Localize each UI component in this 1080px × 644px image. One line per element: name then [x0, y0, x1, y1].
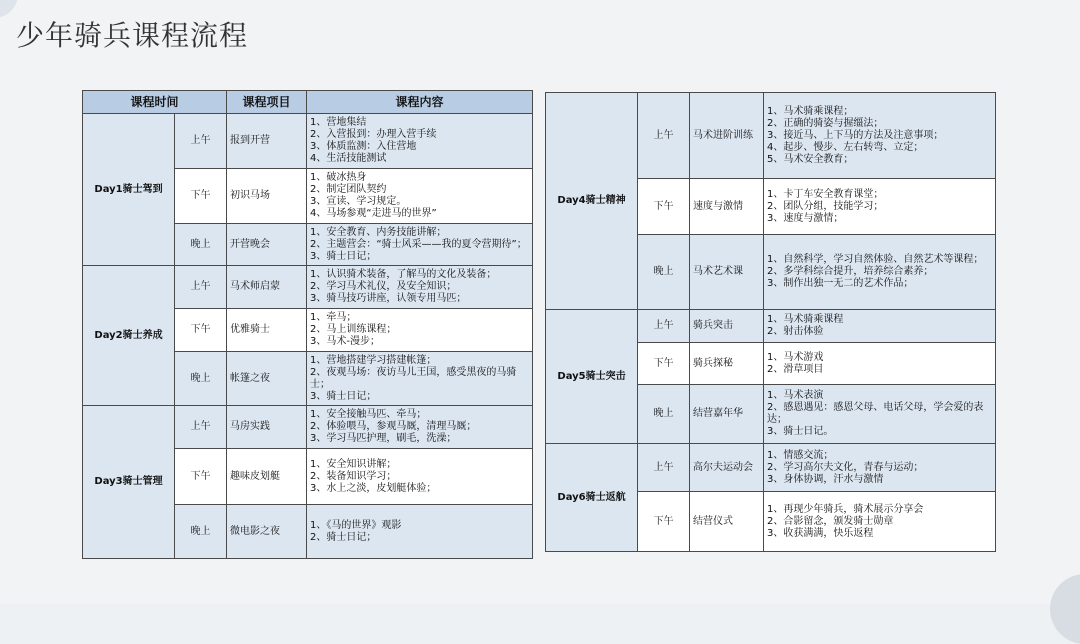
time-slot: 下午	[175, 169, 227, 224]
project-name: 骑兵突击	[690, 310, 764, 343]
content-line: 1、牵马；	[310, 312, 357, 323]
content-cell	[307, 406, 533, 449]
content-line: 2、入营报到：办理入营手续	[310, 129, 437, 140]
content-cell	[764, 235, 996, 310]
content-line: 1、马术骑乘课程；	[767, 105, 854, 117]
project-name: 趣味皮划艇	[227, 449, 307, 505]
content-cell	[307, 224, 533, 266]
content-line: 1、自然科学，学习自然体验、自然艺术等课程；	[767, 254, 984, 265]
content-line: 2、正确的骑姿与握缰法；	[767, 117, 884, 129]
content-line: 2、体验喂马，参观马厩，清理马厩；	[310, 421, 477, 432]
content-line: 2、合影留念，颁发骑士勋章	[767, 515, 894, 527]
content-cell	[764, 492, 996, 552]
table-row	[546, 93, 996, 179]
content-cell	[307, 309, 533, 352]
day-label: Day3骑士管理	[83, 406, 175, 559]
project-name: 马术艺术课	[690, 235, 764, 310]
time-slot: 下午	[175, 449, 227, 505]
time-slot: 下午	[175, 309, 227, 352]
content-line: 3、收获满满，快乐返程	[767, 527, 874, 539]
content-line: 2、骑士日记；	[310, 531, 377, 543]
content-line: 3、宣读、学习规定。	[310, 196, 407, 207]
time-slot: 晚上	[638, 235, 690, 310]
project-name: 初识马场	[227, 169, 307, 224]
content-line: 2、夜观马场：夜访马儿王国，感受黑夜的马骑士；	[310, 366, 517, 390]
time-slot: 上午	[638, 444, 690, 492]
content-line: 1、安全知识讲解；	[310, 458, 397, 470]
content-cell	[307, 449, 533, 505]
content-line: 2、学习马术礼仪，及安全知识；	[310, 281, 457, 292]
schedule-table-left	[82, 90, 533, 559]
time-slot: 上午	[175, 266, 227, 309]
content-line: 1、安全教育、内务技能讲解；	[310, 226, 447, 238]
time-slot: 晚上	[175, 352, 227, 406]
content-line: 2、制定团队契约	[310, 184, 387, 195]
content-cell	[764, 93, 996, 179]
content-cell	[307, 114, 533, 169]
header-content: 课程内容	[307, 91, 533, 114]
content-line: 4、马场参观“走进马的世界”	[310, 208, 437, 219]
content-line: 2、团队分组，技能学习；	[767, 200, 884, 212]
content-line: 2、多学科综合提升，培养综合素养；	[767, 266, 934, 277]
project-name: 微电影之夜	[227, 505, 307, 559]
content-line: 1、卡丁车安全教育课堂；	[767, 188, 884, 200]
project-name: 骑兵探秘	[690, 343, 764, 385]
content-line: 3、速度与激情；	[767, 212, 844, 224]
header-time: 课程时间	[83, 91, 227, 114]
day-label: Day1骑士驾到	[83, 114, 175, 266]
content-line: 1、马术游戏	[767, 351, 824, 363]
content-line: 3、骑士日记；	[310, 250, 377, 262]
project-name: 速度与激情	[690, 179, 764, 235]
content-cell	[764, 310, 996, 343]
content-line: 2、感恩遇见：感恩父母、电话父母，学会爱的表达；	[767, 402, 984, 425]
content-cell	[764, 343, 996, 385]
content-line: 1、《马的世界》观影	[310, 519, 402, 531]
content-line: 2、马上训练课程；	[310, 324, 397, 335]
time-slot: 下午	[638, 343, 690, 385]
content-line: 3、制作出独一无二的艺术作品；	[767, 278, 914, 289]
table-row	[83, 266, 533, 309]
project-name: 优雅骑士	[227, 309, 307, 352]
content-line: 4、起步、慢步、左右转弯、立定；	[767, 141, 924, 153]
time-slot: 上午	[638, 310, 690, 343]
table-row	[83, 114, 533, 169]
content-line: 1、再现少年骑兵，骑术展示分享会	[767, 503, 924, 515]
time-slot: 晚上	[175, 224, 227, 266]
project-name: 高尔夫运动会	[690, 444, 764, 492]
project-name: 结营嘉年华	[690, 385, 764, 444]
project-name: 开营晚会	[227, 224, 307, 266]
content-cell	[764, 444, 996, 492]
content-line: 1、营地搭建学习搭建帐篷；	[310, 354, 437, 366]
project-name: 帐篷之夜	[227, 352, 307, 406]
content-line: 3、骑士日记。	[767, 426, 834, 437]
time-slot: 上午	[638, 93, 690, 179]
content-cell	[307, 266, 533, 309]
content-line: 2、滑草项目	[767, 363, 824, 375]
content-line: 2、主题营会：“骑士风采——我的夏令营期待”；	[310, 238, 527, 250]
corner-decoration	[1050, 574, 1080, 644]
content-line: 2、装备知识学习；	[310, 470, 397, 482]
project-name: 马房实践	[227, 406, 307, 449]
content-cell	[307, 169, 533, 224]
content-line: 3、学习马匹护理，刷毛，洗澡；	[310, 433, 457, 444]
time-slot: 上午	[175, 114, 227, 169]
time-slot: 下午	[638, 179, 690, 235]
table-row	[546, 310, 996, 343]
time-slot: 上午	[175, 406, 227, 449]
page-title: 少年骑兵课程流程	[16, 19, 249, 52]
project-name: 马术师启蒙	[227, 266, 307, 309]
content-cell	[764, 179, 996, 235]
day-label: Day2骑士养成	[83, 266, 175, 406]
content-line: 1、认识骑术装备，了解马的文化及装备；	[310, 269, 497, 280]
time-slot: 晚上	[638, 385, 690, 444]
project-name: 结营仪式	[690, 492, 764, 552]
content-line: 2、学习高尔夫文化，青春与运动；	[767, 461, 924, 473]
content-cell	[764, 385, 996, 444]
content-cell	[307, 505, 533, 559]
content-line: 5、马术安全教育；	[767, 153, 854, 165]
content-line: 1、马术骑乘课程	[767, 314, 844, 325]
content-line: 4、生活技能测试	[310, 153, 387, 164]
content-line: 3、体质监测：入住营地	[310, 141, 417, 152]
content-line: 2、射击体验	[767, 326, 824, 337]
day-label: Day6骑士返航	[546, 444, 638, 552]
content-line: 1、营地集结	[310, 117, 367, 128]
content-line: 3、接近马、上下马的方法及注意事项；	[767, 129, 944, 141]
content-line: 3、水上之淡，皮划艇体验；	[310, 482, 437, 494]
content-line: 3、骑马技巧讲座，认领专用马匹；	[310, 293, 467, 304]
content-line: 3、马术-漫步；	[310, 336, 380, 347]
time-slot: 下午	[638, 492, 690, 552]
content-line: 1、情感交流；	[767, 449, 834, 461]
content-cell	[307, 352, 533, 406]
content-line: 1、安全接触马匹、牵马；	[310, 409, 427, 420]
content-line: 1、破冰热身	[310, 172, 367, 183]
schedule-table-right	[545, 92, 996, 552]
table-row	[83, 406, 533, 449]
day-label: Day4骑士精神	[546, 93, 638, 310]
project-name: 报到开营	[227, 114, 307, 169]
content-line: 1、马术表演	[767, 390, 824, 401]
content-line: 3、骑士日记；	[310, 390, 377, 402]
table-row	[546, 444, 996, 492]
header-project: 课程项目	[227, 91, 307, 114]
time-slot: 晚上	[175, 505, 227, 559]
day-label: Day5骑士突击	[546, 310, 638, 444]
content-line: 3、身体协调，汗水与激情	[767, 473, 884, 485]
project-name: 马术进阶训练	[690, 93, 764, 179]
